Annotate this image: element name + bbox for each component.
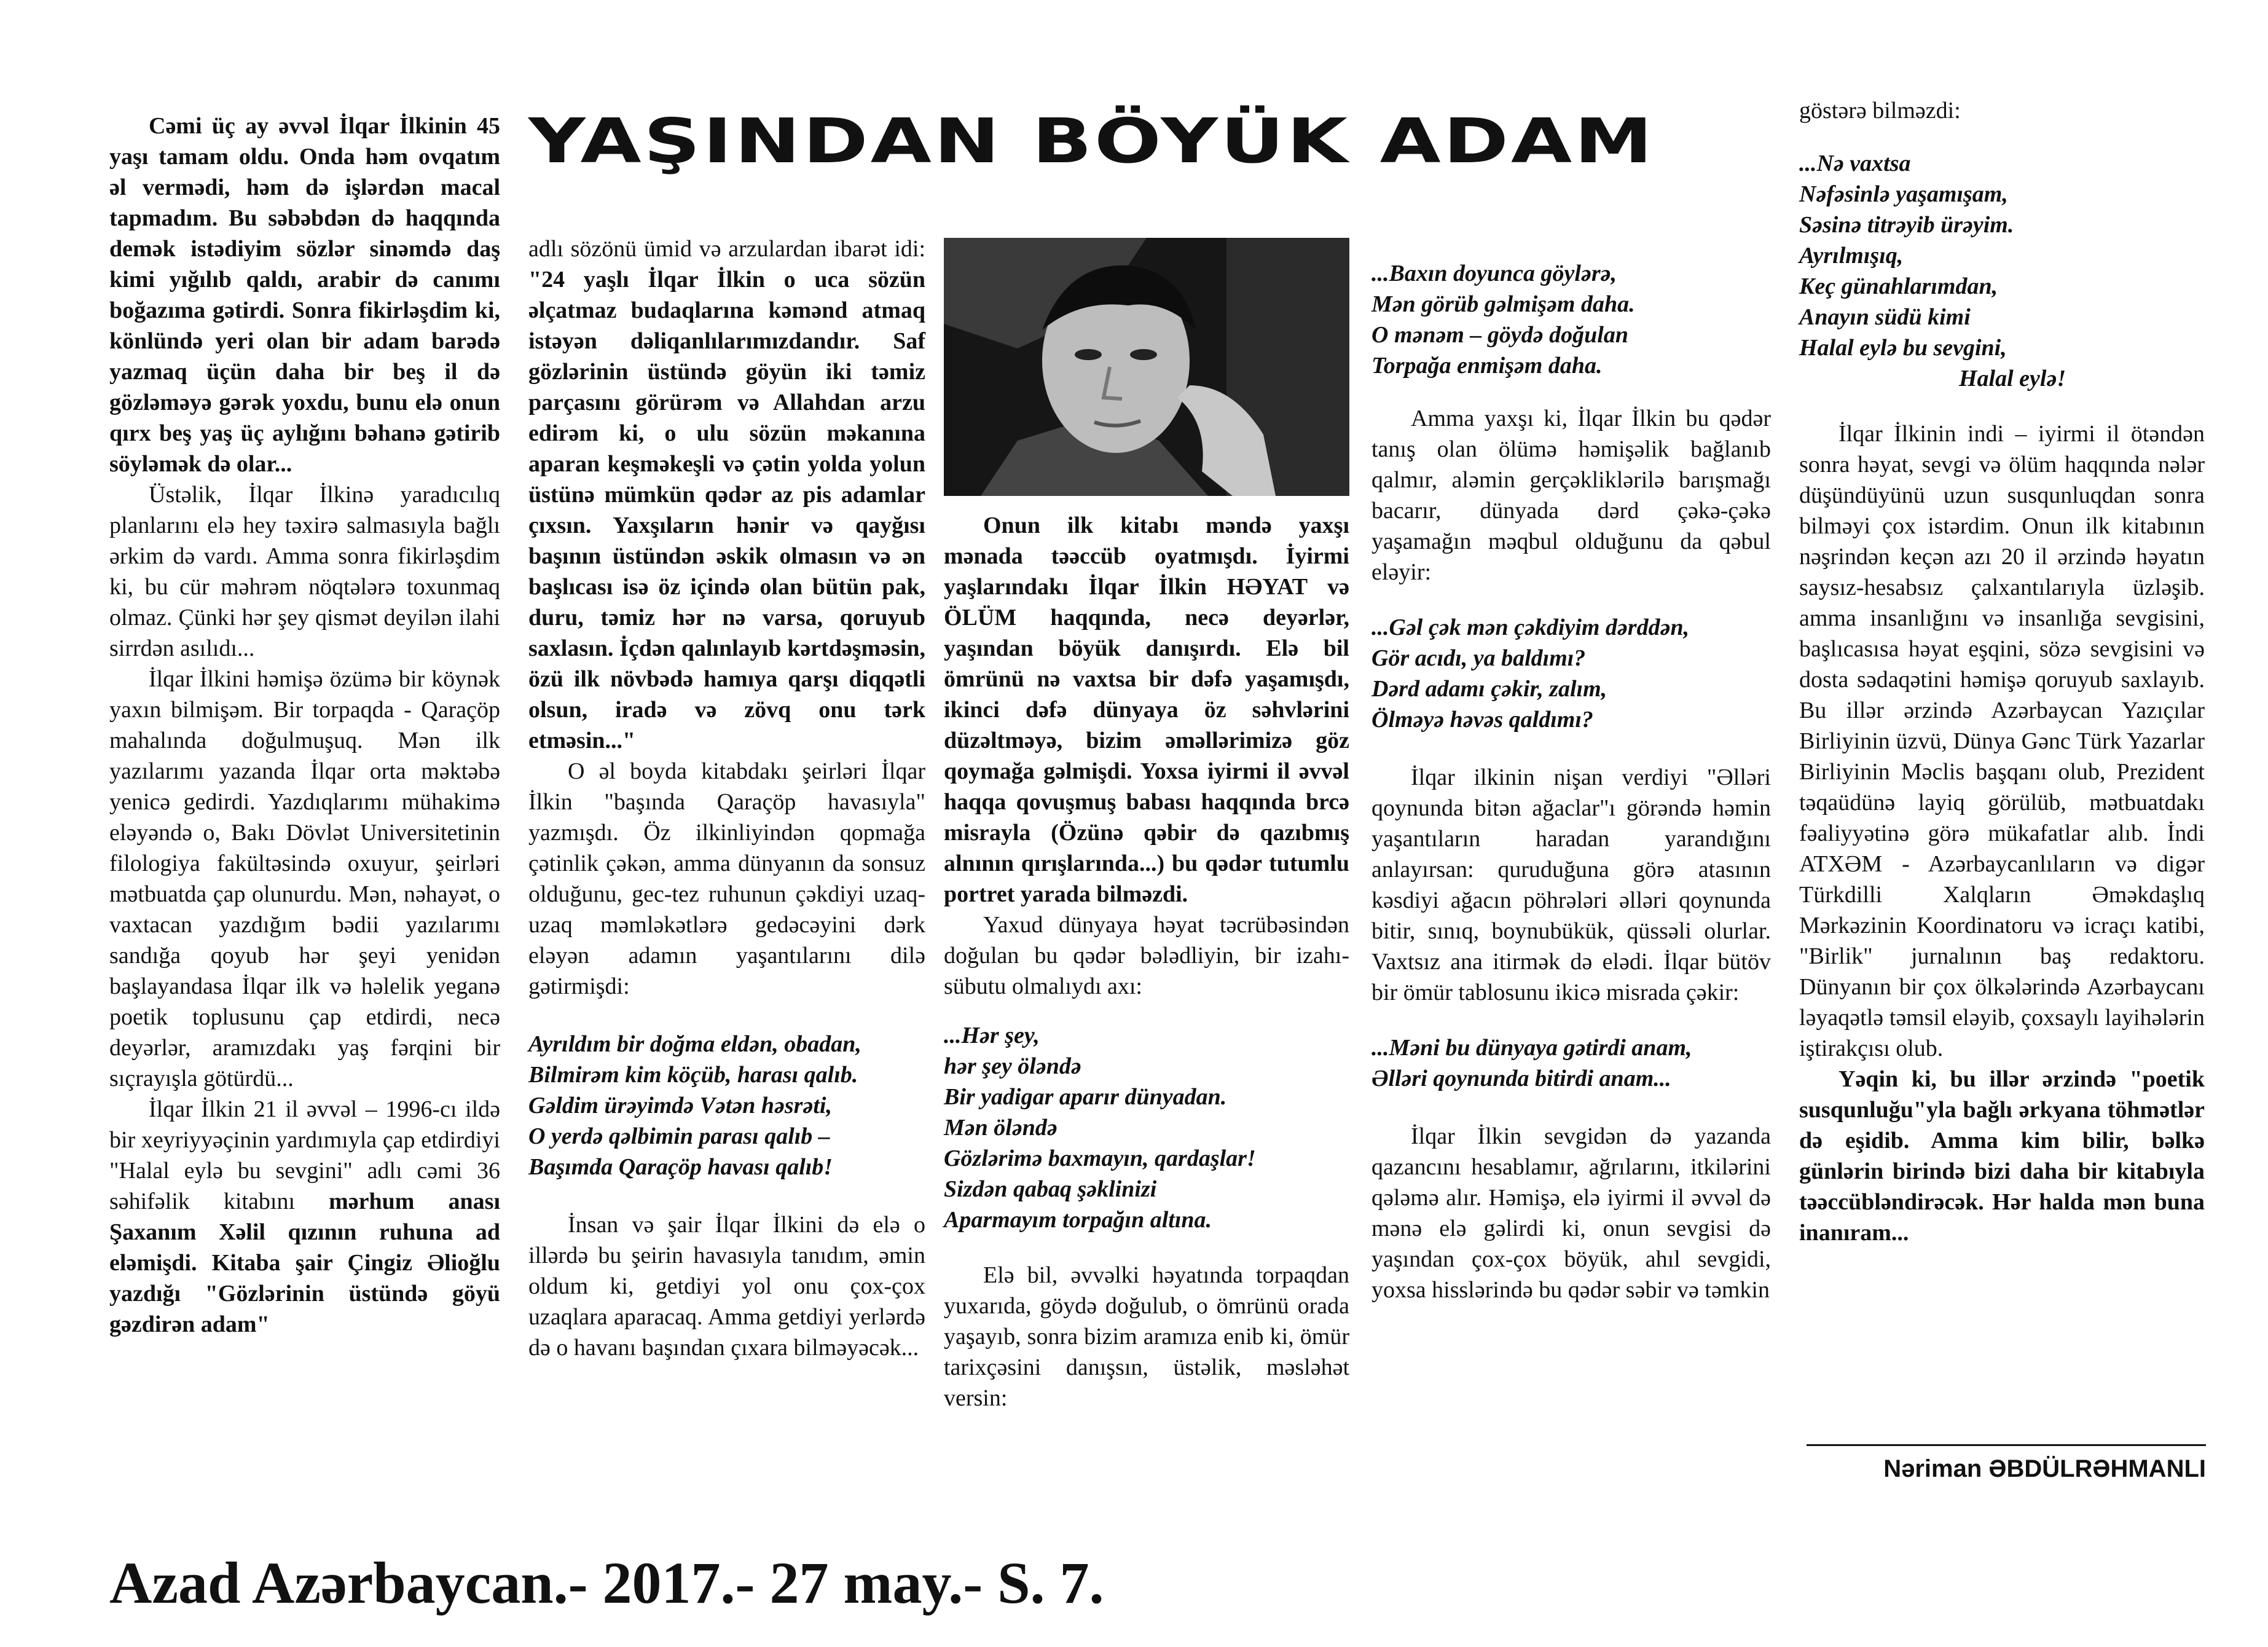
paragraph: Elə bil, əvvəlki həyatında torpaqdan yuxarıda, göydə doğulub, o ömrünü orada yaşayıb, sonra bizim aramıza enib ki, ömür tarixçəsini danışsın, üstəlik, məsləhət versin: [944, 1262, 1349, 1411]
author-byline: Nəriman ƏBDÜLRƏHMANLI [1883, 1455, 2206, 1482]
quote-span: "24 yaşlı İlqar İlkin o uca sözün əlçatmaz budaqlarına kəmənd atmaq istəyən dəliqanlılarımızdandır. Saf gözlərinin üstündə göyün iki təmiz parçasını görürəm və Allahdan arzu edirəm ki, o ulu sözün məkanına aparan keşməkeşli və çətin yolda yolun üstünə mümkün qədər az pis adamlar çıxsın. Yaxşıların hənir və qayğısı başının üstündən əskik olmasın və ən başlıcası isə öz içində olan bütün pak, duru, təmiz hər nə varsa, qoruyub saxlasın. İçdən qalınlayıb kərtdəşməsin, özü ilk növbədə hamıya qarşı diqqətli olsun, iradə və zövq onu tərk etməsin..." [528, 267, 925, 753]
poem-line: ...Baxın doyunca göylərə, [1371, 261, 1617, 286]
paragraph: Üstəlik, İlqar İlkinə yaradıcılıq planlarını elə hey təxirə salmasıyla bağlı ərkim də vardı. Amma sonra fikirləşdim ki, bu cür məhrəm nöqtələrə toxunmaq olmaz. Çünki hər şey qismət deyilən ilahi sirrdən asılıdı... [109, 482, 500, 661]
poem-line: Torpağa enmişəm daha. [1371, 353, 1603, 379]
paragraph: İnsan və şair İlqar İlkini də elə o illərdə bu şeirin havasıyla tanıdım, əmin oldum ki, getdiyi yol onu çox-çox uzaqlara aparacaq. Amma getdiyi yerlərdə də o havanı başından çıxara bilməyəcək... [528, 1212, 925, 1361]
poem-line: Keç günahlarımdan, [1799, 273, 1998, 299]
poem-line: Gör acıdı, ya baldımı? [1371, 645, 1586, 671]
poem [528, 1029, 925, 1182]
portrait-photo [944, 238, 1349, 496]
text-span: İlqar İlkin 21 il əvvəl – 1996-cı ildə bir xeyriyyəçinin yardımıyla çap etdirdiyi "Halal eylə bu sevgini" adlı cəmi 36 səhifəlik kitabını [109, 1096, 500, 1214]
poem-line: O yerdə qəlbimin parası qalıb – [528, 1123, 830, 1149]
poem-line: Əlləri qoynunda bitirdi anam... [1371, 1066, 1671, 1091]
paragraph: göstərə bilməzdi: [1799, 98, 1961, 124]
paragraph: Onun ilk kitabı məndə yaxşı mənada təəccüb oyatmışdı. İyirmi yaşlarındakı İlqar İlkin HƏYAT və ÖLÜM haqqında, necə deyərlər, yaşından böyük danışırdı. Elə bil ömrünü nə vaxtsa bir dəfə yaşamışdı, ikinci dəfə dünyaya öz səhvlərini düzəltməyə, bizim əməllərimizə göz qoymağa gəlmişdi. Yoxsa iyirmi il əvvəl haqqa qovuşmuş babası haqqında brcə misrayla (Özünə qəbir də qazıbmış alnının qırışlarında...) bu qədər tutumlu portret yarada bilməzdi. [944, 513, 1349, 907]
poem-line: Halal eylə! [1959, 366, 2066, 391]
paragraph: İlqar İlkini həmişə özümə bir köynək yaxın bilmişəm. Bir torpaqda - Qaraçöp mahalında doğulmuşuq. Mən ilk yazılarımı yazanda İlqar orta məktəbə yenicə gedirdi. Yazdıqlarımı mühakimə eləyəndə o, Bakı Dövlət Universitetinin filologiya fakültəsində oxuyur, şeirləri mətbuatda çap olunurdu. Mən, nəhayət, o vaxtacan yazdığım bədii yazılarımı sandığa qoyub hər şeyi yenidən başlayandasa İlqar ilk və həlelik yeganə poetik toplusunu çap etdirdi, necə deyərlər, aramızdakı yaş fərqini bir sıçrayışla götürdü... [109, 666, 500, 1091]
headline: YAŞINDAN BÖYÜK ADAM [528, 106, 1655, 178]
poem-line: O mənəm – göydə doğulan [1371, 322, 1628, 348]
poem-line: Nəfəsinlə yaşamışam, [1799, 181, 2008, 207]
poem-line: Ayrılmışıq, [1799, 243, 1904, 269]
poem-line: ...Məni bu dünyaya gətirdi anam, [1371, 1035, 1692, 1061]
column-3 [944, 510, 1349, 1413]
poem-line: Dərd adamı çəkir, zalım, [1371, 676, 1607, 702]
paragraph: Yəqin ki, bu illər ərzində "poetik susqunluğu"yla bağlı ərkyana töhmətlər də eşidib. Amma kim bilir, bəlkə günlərin birində bizi daha bir kitabıyla təəccübləndirəcək. Hər halda mən buna inanıram... [1799, 1066, 2205, 1246]
poem-line: Halal eylə bu sevgini, [1799, 335, 2007, 361]
intro-paragraph: Cəmi üç ay əvvəl İlqar İlkinin 45 yaşı tamam oldu. Onda həm ovqatım əl vermədi, həm də işlərdən macal tapmadım. Bu səbəbdən də haqqında demək istədiyim sözlər sinəmdə daş kimi yığılıb qaldı, arabir də canımı boğazıma gətirdi. Sonra fikirləşdim ki, könlündə yeri olan bir adam barədə yazmaq üçün daha bir beş il də gözləməyə gərək yoxdu, bunu elə onun qırx beş yaş üç aylığını bəhanə gətirib söyləmək də olar... [109, 113, 500, 477]
paragraph [528, 234, 925, 756]
poem [1371, 258, 1771, 381]
poem [1371, 612, 1771, 735]
paragraph [109, 1094, 500, 1340]
poem [1371, 1032, 1771, 1094]
poem [944, 1020, 1349, 1235]
paragraph: Yaxud dünyaya həyat təcrübəsindən doğulan bu qədər bələdliyin, bir izahı-sübutu olmalıydı axı: [944, 912, 1349, 999]
bold-text-span: mərhum anası Şaxanım Xəlil qızının ruhuna ad eləmişdi. Kitaba şair Çingiz Əlioğlu yazdığı "Gözlərinin üstündə göyü gəzdirən adam" [109, 1189, 500, 1337]
column-1 [109, 111, 500, 1340]
poem-line: Ayrıldım bir doğma eldən, obadan, [528, 1031, 861, 1057]
poem-line: Bilmirəm kim köçüb, harası qalıb. [528, 1062, 858, 1088]
paragraph: Amma yaxşı ki, İlqar İlkin bu qədər tanış olan ölümə həmişəlik bağlanıb qalmır, aləmin gerçəkliklərilə barışmağı bacarır, dünyada dərd çəkə-çəkə yaşamağın məqbul olduğunu da qəbul eləyir: [1371, 406, 1771, 585]
column-5 [1799, 95, 2205, 1248]
column-4 [1371, 258, 1771, 1305]
poem-line: Bir yadigar aparır dünyadan. [944, 1084, 1227, 1110]
paragraph: O əl boyda kitabdakı şeirləri İlqar İlkin "başında Qaraçöp havasıyla" yazmışdı. Öz ilkinliyindən qopmağa çətinlik çəkən, amma dünyanın da sonsuz olduğunu, gec-tez ruhunun çəkdiyi uzaq-uzaq məmləkətlərə gedəcəyini dərk eləyən adamın yaşantılarını dilə gətirmişdi: [528, 758, 925, 999]
paragraph: İlqar İlkinin indi – iyirmi il ötəndən sonra həyat, sevgi və ölüm haqqında nələr düşündüyünü uzun susqunluqdan sonra bilməyi çox istərdim. Onun ilk kitabının nəşrindən keçən azı 20 il ərzində həyatın saysız-hesabsız çalxantılarıyla üzləşib. amma insanlığını və insanlığa sevgisini, başlıcasısa həyat eşqini, sözə sevgisini və dosta sədaqətini həmişə qoruyub saxlayıb. Bu illər ərzində Azərbaycan Yazıçılar Birliyinin üzvü, Dünya Gənc Türk Yazarlar Birliyinin Məclis başqanı olub, Prezident təqaüdünə layiq görülüb, mətbuatdakı fəaliyyətinə görə mükafatlar alıb. İndi ATXƏM - Azərbaycanlıların və digər Türkdilli Xalqların Əməkdaşlıq Mərkəzinin Koordinatoru və icraçı katibi, "Birlik" jurnalının baş redaktoru. Dünyanın bir çox ölkələrində Azərbaycanı ləyaqətlə təmsil eləyib, çoxsaylı layihələrin iştirakçısı olub. [1799, 421, 2205, 1061]
poem-line: Mən görüb gəlmişəm daha. [1371, 291, 1635, 317]
divider [1807, 1444, 2206, 1446]
poem-line: ...Hər şey, [944, 1023, 1040, 1048]
poem-line: Başımda Qaraçöp havası qalıb! [528, 1154, 833, 1180]
poem [1799, 148, 2205, 394]
column-2 [528, 234, 925, 1363]
text-span: adlı sözönü ümid və arzulardan ibarət idi: [528, 236, 925, 262]
poem-line: Aparmayım torpağın altına. [944, 1207, 1212, 1233]
poem-line: Gəldim ürəyimdə Vətən həsrəti, [528, 1093, 832, 1118]
poem-line: Anayın südü kimi [1799, 304, 1971, 330]
portrait-illustration [944, 238, 1349, 496]
source-citation: Azad Azərbaycan.- 2017.- 27 may.- S. 7. [109, 1550, 1104, 1616]
poem-line: ...Gəl çək mən çəkdiyim dərddən, [1371, 615, 1690, 640]
paragraph: İlqar ilkinin nişan verdiyi "Əlləri qoynunda bitən ağaclar"ı görəndə həmin yaşantıların haradan yarandığını anlayırsan: quruduğuna görə atasının kəsdiyi ağacın pöhrələri əlləri qoynunda bitir, sınıq, boynubükük, qüssəli olurlar. Vaxtsız ana itirmək də elədi. İlqar bütöv bir ömür tablosunu ikicə misrada çəkir: [1371, 765, 1771, 1005]
poem-line: Səsinə titrəyib ürəyim. [1799, 212, 2014, 238]
poem-line: hər şey öləndə [944, 1053, 1081, 1079]
poem-line: ...Nə vaxtsa [1799, 151, 1911, 176]
poem-line: Gözlərimə baxmayın, qardaşlar! [944, 1146, 1256, 1171]
poem-line: Sizdən qabaq şəklinizi [944, 1176, 1157, 1202]
poem-line: Ölməyə həvəs qaldımı? [1371, 707, 1593, 733]
poem-line: Mən öləndə [944, 1115, 1057, 1141]
paragraph: İlqar İlkin sevgidən də yazanda qazancını hesablamır, ağrılarını, itkilərini qələmə alır. Həmişə, elə iyirmi il əvvəl də mənə elə gəlirdi ki, onun sevgisi də yaşından çox-çox böyük, ahıl sevgidi, yoxsa hisslərində bu qədər səbir və təmkin [1371, 1123, 1771, 1303]
